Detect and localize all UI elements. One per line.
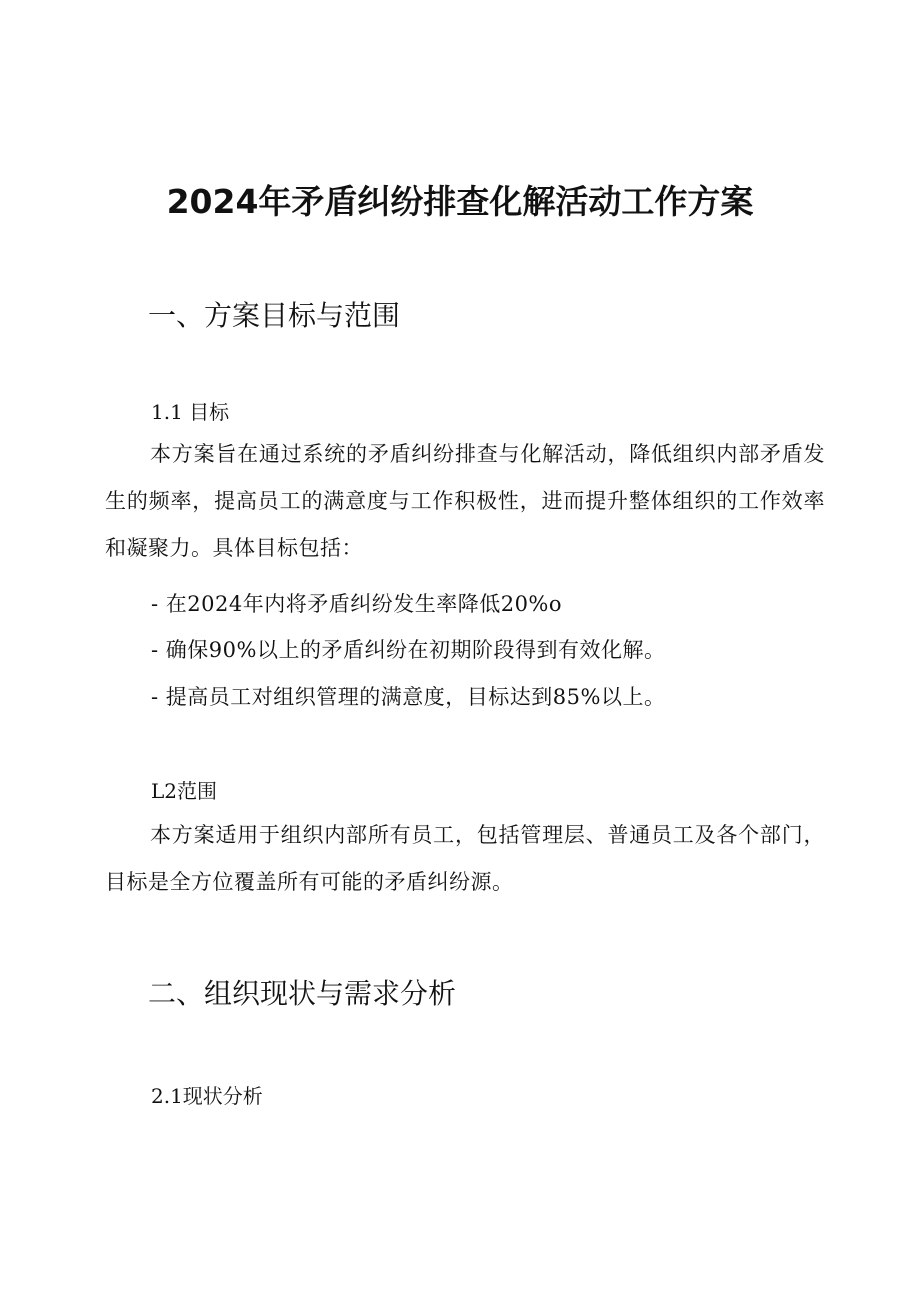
subsection-2-1-heading: 2.1现状分析 xyxy=(151,1084,263,1108)
section-1-heading: 一、方案目标与范围 xyxy=(148,299,401,332)
subsection-1-2-paragraph: 本方案适用于组织内部所有员工，包括管理层、普通员工及各个部门，目标是全方位覆盖所有可能的矛盾纠纷源。 xyxy=(105,823,825,894)
subsection-1-1-heading: 1.1 目标 xyxy=(151,400,230,424)
goal-bullet-1: - 在2024年内将矛盾纠纷发生率降低20%o xyxy=(151,592,563,616)
document-title: 2024年矛盾纠纷排查化解活动工作方案 xyxy=(166,182,754,221)
goal-bullet-2: - 确保90%以上的矛盾纠纷在初期阶段得到有效化解。 xyxy=(151,638,666,662)
section-2-heading: 二、组织现状与需求分析 xyxy=(148,977,457,1010)
goal-bullet-3: - 提高员工对组织管理的满意度，目标达到85%以上。 xyxy=(151,685,666,709)
subsection-1-1-paragraph: 本方案旨在通过系统的矛盾纠纷排查与化解活动，降低组织内部矛盾发生的频率，提高员工的满意度与工作积极性，进而提升整体组织的工作效率和凝聚力。具体目标包括： xyxy=(105,442,825,560)
subsection-1-2-heading: L2范围 xyxy=(151,779,218,803)
